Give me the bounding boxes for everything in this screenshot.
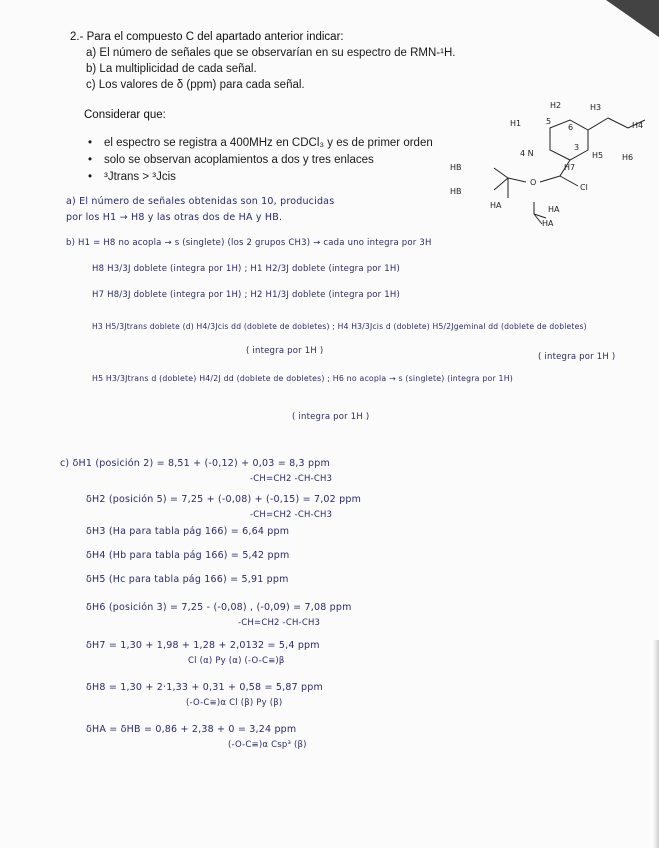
- mol-label: H1: [510, 119, 522, 128]
- question-item-a: a) El número de señales que se observarían en su espectro de RMN-¹H.: [86, 47, 456, 59]
- mol-label: 3: [574, 143, 580, 152]
- mol-label: HB: [450, 187, 462, 196]
- answer-c-line: (-O-C≡)α Csp³ (β): [228, 740, 307, 750]
- mol-label: H2: [550, 101, 562, 110]
- mol-label: HA: [548, 205, 560, 214]
- question-item-b: b) La multiplicidad de cada señal.: [86, 63, 257, 75]
- mol-label: H4: [632, 121, 644, 130]
- mol-label: O: [530, 178, 537, 187]
- mol-label: 6: [568, 123, 574, 132]
- answer-c-line: Cl (α) Py (α) (-O-C≡)β: [188, 656, 285, 666]
- answer-a-line: por los H1 → H8 y las otras dos de HA y HB.: [66, 212, 283, 223]
- answer-b-line: ( integra por 1H ): [538, 352, 616, 362]
- answer-c-line: -CH=CH2 -CH-CH3: [238, 618, 321, 628]
- answer-c-line: -CH=CH2 -CH-CH3: [250, 474, 333, 484]
- mol-label: H6: [622, 153, 634, 162]
- answer-c-line: c) δH1 (posición 2) = 8,51 + (-0,12) + 0,03 = 8,3 ppm: [60, 458, 330, 469]
- answer-b-line: ( integra por 1H ): [246, 346, 324, 356]
- mol-label: 4 N: [520, 149, 534, 158]
- answer-c-line: δH3 (Ha para tabla pág 166) = 6,64 ppm: [86, 526, 290, 537]
- answer-c-line: δH8 = 1,30 + 2·1,33 + 0,31 + 0,58 = 5,87 ppm: [86, 682, 323, 693]
- consider-label: Considerar que:: [84, 109, 166, 121]
- answer-c-line: δH2 (posición 5) = 7,25 + (-0,08) + (-0,15) = 7,02 ppm: [86, 494, 362, 505]
- page-edge-shadow: [653, 640, 659, 848]
- answer-b-line: ( integra por 1H ): [292, 412, 370, 422]
- question-title: 2.- Para el compuesto C del apartado anterior indicar:: [70, 31, 344, 43]
- mol-label: 5: [546, 117, 552, 126]
- answer-c-line: δHA = δHB = 0,86 + 2,38 + 0 = 3,24 ppm: [86, 724, 297, 735]
- bullet-1: • el espectro se registra a 400MHz en CDCl₃ y es de primer orden: [104, 137, 433, 149]
- answer-b-line: H7 H8/3J doblete (integra por 1H) ; H2 H1/3J doblete (integra por 1H): [92, 290, 400, 300]
- answer-c-line: δH7 = 1,30 + 1,98 + 1,28 + 2,0132 = 5,4 ppm: [86, 640, 320, 651]
- mol-label: HA: [542, 219, 554, 228]
- mol-label: HB: [450, 163, 462, 172]
- answer-b-line: H3 H5/3Jtrans doblete (d) H4/3Jcis dd (doblete de dobletes) ; H4 H3/3Jcis d (doblete) H5/2Jgeminal dd (doblete de dobletes): [92, 322, 587, 331]
- page-corner-shadow: [590, 0, 659, 40]
- answer-b-line: H8 H3/3J doblete (integra por 1H) ; H1 H2/3J doblete (integra por 1H): [92, 264, 400, 274]
- answer-b-line: H5 H3/3Jtrans d (doblete) H4/2J dd (doblete de dobletes) ; H6 no acopla → s (singlete) (integra por 1H): [92, 374, 514, 383]
- answer-b-line: b) H1 = H8 no acopla → s (singlete) (los 2 grupos CH3) → cada uno integra por 3H: [66, 238, 432, 248]
- mol-label: H5: [592, 151, 604, 160]
- bullet-2: • solo se observan acoplamientos a dos y tres enlaces: [104, 154, 374, 166]
- answer-c-line: (-O-C≡)α Cl (β) Py (β): [186, 698, 283, 708]
- mol-label: Cl: [580, 183, 588, 192]
- mol-label: H3: [590, 103, 602, 112]
- mol-label: HA: [490, 201, 502, 210]
- answer-a-line: a) El número de señales obtenidas son 10, producidas: [66, 196, 335, 207]
- answer-c-line: -CH=CH2 -CH-CH3: [250, 510, 333, 520]
- answer-c-line: δH4 (Hb para tabla pág 166) = 5,42 ppm: [86, 550, 290, 561]
- bullet-3: • ³Jtrans > ³Jcis: [104, 171, 176, 183]
- mol-label: H7: [564, 163, 576, 172]
- molecule-drawing: [450, 98, 659, 228]
- question-item-c: c) Los valores de δ (ppm) para cada señal.: [86, 79, 305, 91]
- answer-c-line: δH6 (posición 3) = 7,25 - (-0,08) , (-0,09) = 7,08 ppm: [86, 602, 352, 613]
- answer-c-line: δH5 (Hc para tabla pág 166) = 5,91 ppm: [86, 574, 289, 585]
